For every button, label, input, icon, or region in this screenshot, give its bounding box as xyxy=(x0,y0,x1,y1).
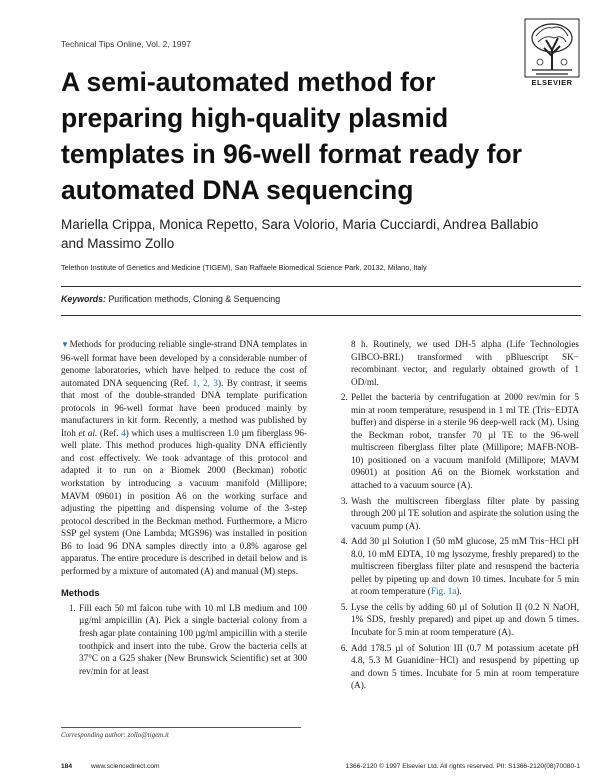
copyright-issn: 1366-2120 © 1997 Elsevier Ltd. All rights reserved. PII: S1366-2120(08)70080-1 xyxy=(345,763,580,770)
right-column xyxy=(333,338,579,692)
reference-link-1-3[interactable]: 1, 2, 3 xyxy=(192,377,218,388)
methods-heading: Methods xyxy=(61,587,100,599)
affiliation: Telethon Institute of Genetics and Medicine (TIGEM), San Raffaele Biomedical Science Park, 20132, Milano, Italy xyxy=(61,263,427,272)
method-step-6: 6. Add 178.5 µl of Solution III (0.7 M potassium acetate pH 4.8, 5.3 M Guanidine−HCl) and resuspend by pipetting up and down 5 times. Incubate for 5 min at room temperature (A). xyxy=(350,642,579,692)
method-step-4: 4. Add 30 µl Solution I (50 mM glucose, 25 mM Tris−HCl pH 8.0, 10 mM EDTA, 10 mg lysozyme, freshly prepared) to the multiscreen fiberglass filter plate and resuspend the bacteria pellet by pipeting up and down 10 times. Incubate for 5 min at room temperature (Fig. 1a). xyxy=(350,535,579,598)
figure-link-1a[interactable]: Fig. 1a xyxy=(430,586,457,597)
elsevier-tree-logo xyxy=(524,18,580,78)
method-step-1: 1. Fill each 50 ml falcon tube with 10 ml LB medium and 100 µg/ml ampicillin (A). Pick a single bacterial colony from a fresh agar plate containing 100 µg/ml ampicillin with a sterile toothpick and insert into the tube. Grow the bacteria cells at 37°C on a G25 shaker (New Brunswick Scientific) set at 300 rev/min for at least xyxy=(78,602,307,677)
method-step-5: 5. Lyse the cells by adding 60 µl of Solution II (0.2 N NaOH, 1% SDS, freshly prepared) and pipet up and down 5 times. Incubate for 5 min at room temperature (A). xyxy=(350,601,579,639)
website-link[interactable]: www.sciencedirect.com xyxy=(91,763,160,770)
methods-list xyxy=(61,602,307,677)
page-number: 184 xyxy=(61,763,73,770)
keywords-label: Keywords: xyxy=(61,294,106,304)
methods-list-continued xyxy=(333,391,579,692)
article-title: A semi-automated method for preparing high-quality plasmid templates in 96-well format ready for automated DNA sequencing xyxy=(61,67,522,205)
method-step-1-continued: 8 h. Routinely, we used DH-5 alpha (Life Technologies GIBCO-BRL) transformed with pBluescript SK− recombinant vector, and regularly obtained growth of 1 OD/ml. xyxy=(351,339,579,387)
method-step-2: 2. Pellet the bacteria by centrifugation at 2000 rev/min for 5 min at room temperature, resuspend in 1 ml TE (Tris−EDTA buffer) and disperse in a sterile 96 deep-well rack (M). Using the Beckman robot, transfer 70 µl TE to the 96-well multiscreen fiberglass filter plate (Millipore; MAFB-NOB-10) positioned on a vacuum manifold (Millipore; MAVM 09601) at position A6 on the Biomek workstation and attached to a vacuum source (A). xyxy=(350,391,579,491)
left-column xyxy=(61,338,307,677)
method-step-3: 3. Wash the multiscreen fiberglass filter plate by passing through 200 µl TE solution and aspirate the solution using the vacuum pump (A). xyxy=(350,495,579,533)
divider-top xyxy=(61,286,581,287)
journal-header: Technical Tips Online, Vol. 2, 1997 xyxy=(61,39,191,49)
author-list: Mariella Crippa, Monica Repetto, Sara Volorio, Maria Cucciardi, Andrea Ballabio and Massimo Zollo xyxy=(61,217,539,251)
intro-paragraph: ▼Methods for producing reliable single-strand DNA templates in 96-well format have been developed by a considerable number of genome laboratories, which have helped to reduce the cost of automated DNA sequencing (Ref. 1, 2, 3). By contrast, it seems that most of the double-stranded DNA template purification protocols in 96-well format have been produced mainly by manufacturers in kit form. Recently, a method was published by Itoh et al. (Ref. 4) which uses a multiscreen 1.0 µm fiberglass 96-well plate. This method produces high-quality DNA efficiently and cost effectively. We took advantage of this protocol and adapted it to run on a Biomek 2000 (Beckman) robotic workstation by introducing a vacuum manifold (Millipore; MAVM 09601) in position A6 on the working surface and adjusting the pipetting and dispensing volume of the 3-step protocol described in the Beckman method. Furthermore, a Micro SSP gel system (One Lambda; MGS96) was installed in position B6 to load 96 DNA samples directly into a 0.8% agarose gel apparatus. The entire procedure is described in detail below and is performed by a mixture of automated (A) and manual (M) steps. xyxy=(61,339,308,576)
keywords xyxy=(61,294,280,304)
divider-keywords xyxy=(61,315,581,316)
reference-link-4[interactable]: 4 xyxy=(121,427,126,438)
publisher-logo-text: ELSEVIER xyxy=(531,78,573,87)
corresponding-author: Corresponding author: zollo@tigem.it xyxy=(61,727,301,739)
keywords-text: Purification methods, Cloning & Sequencing xyxy=(108,294,281,304)
section-marker-icon: ▼ xyxy=(61,340,70,349)
